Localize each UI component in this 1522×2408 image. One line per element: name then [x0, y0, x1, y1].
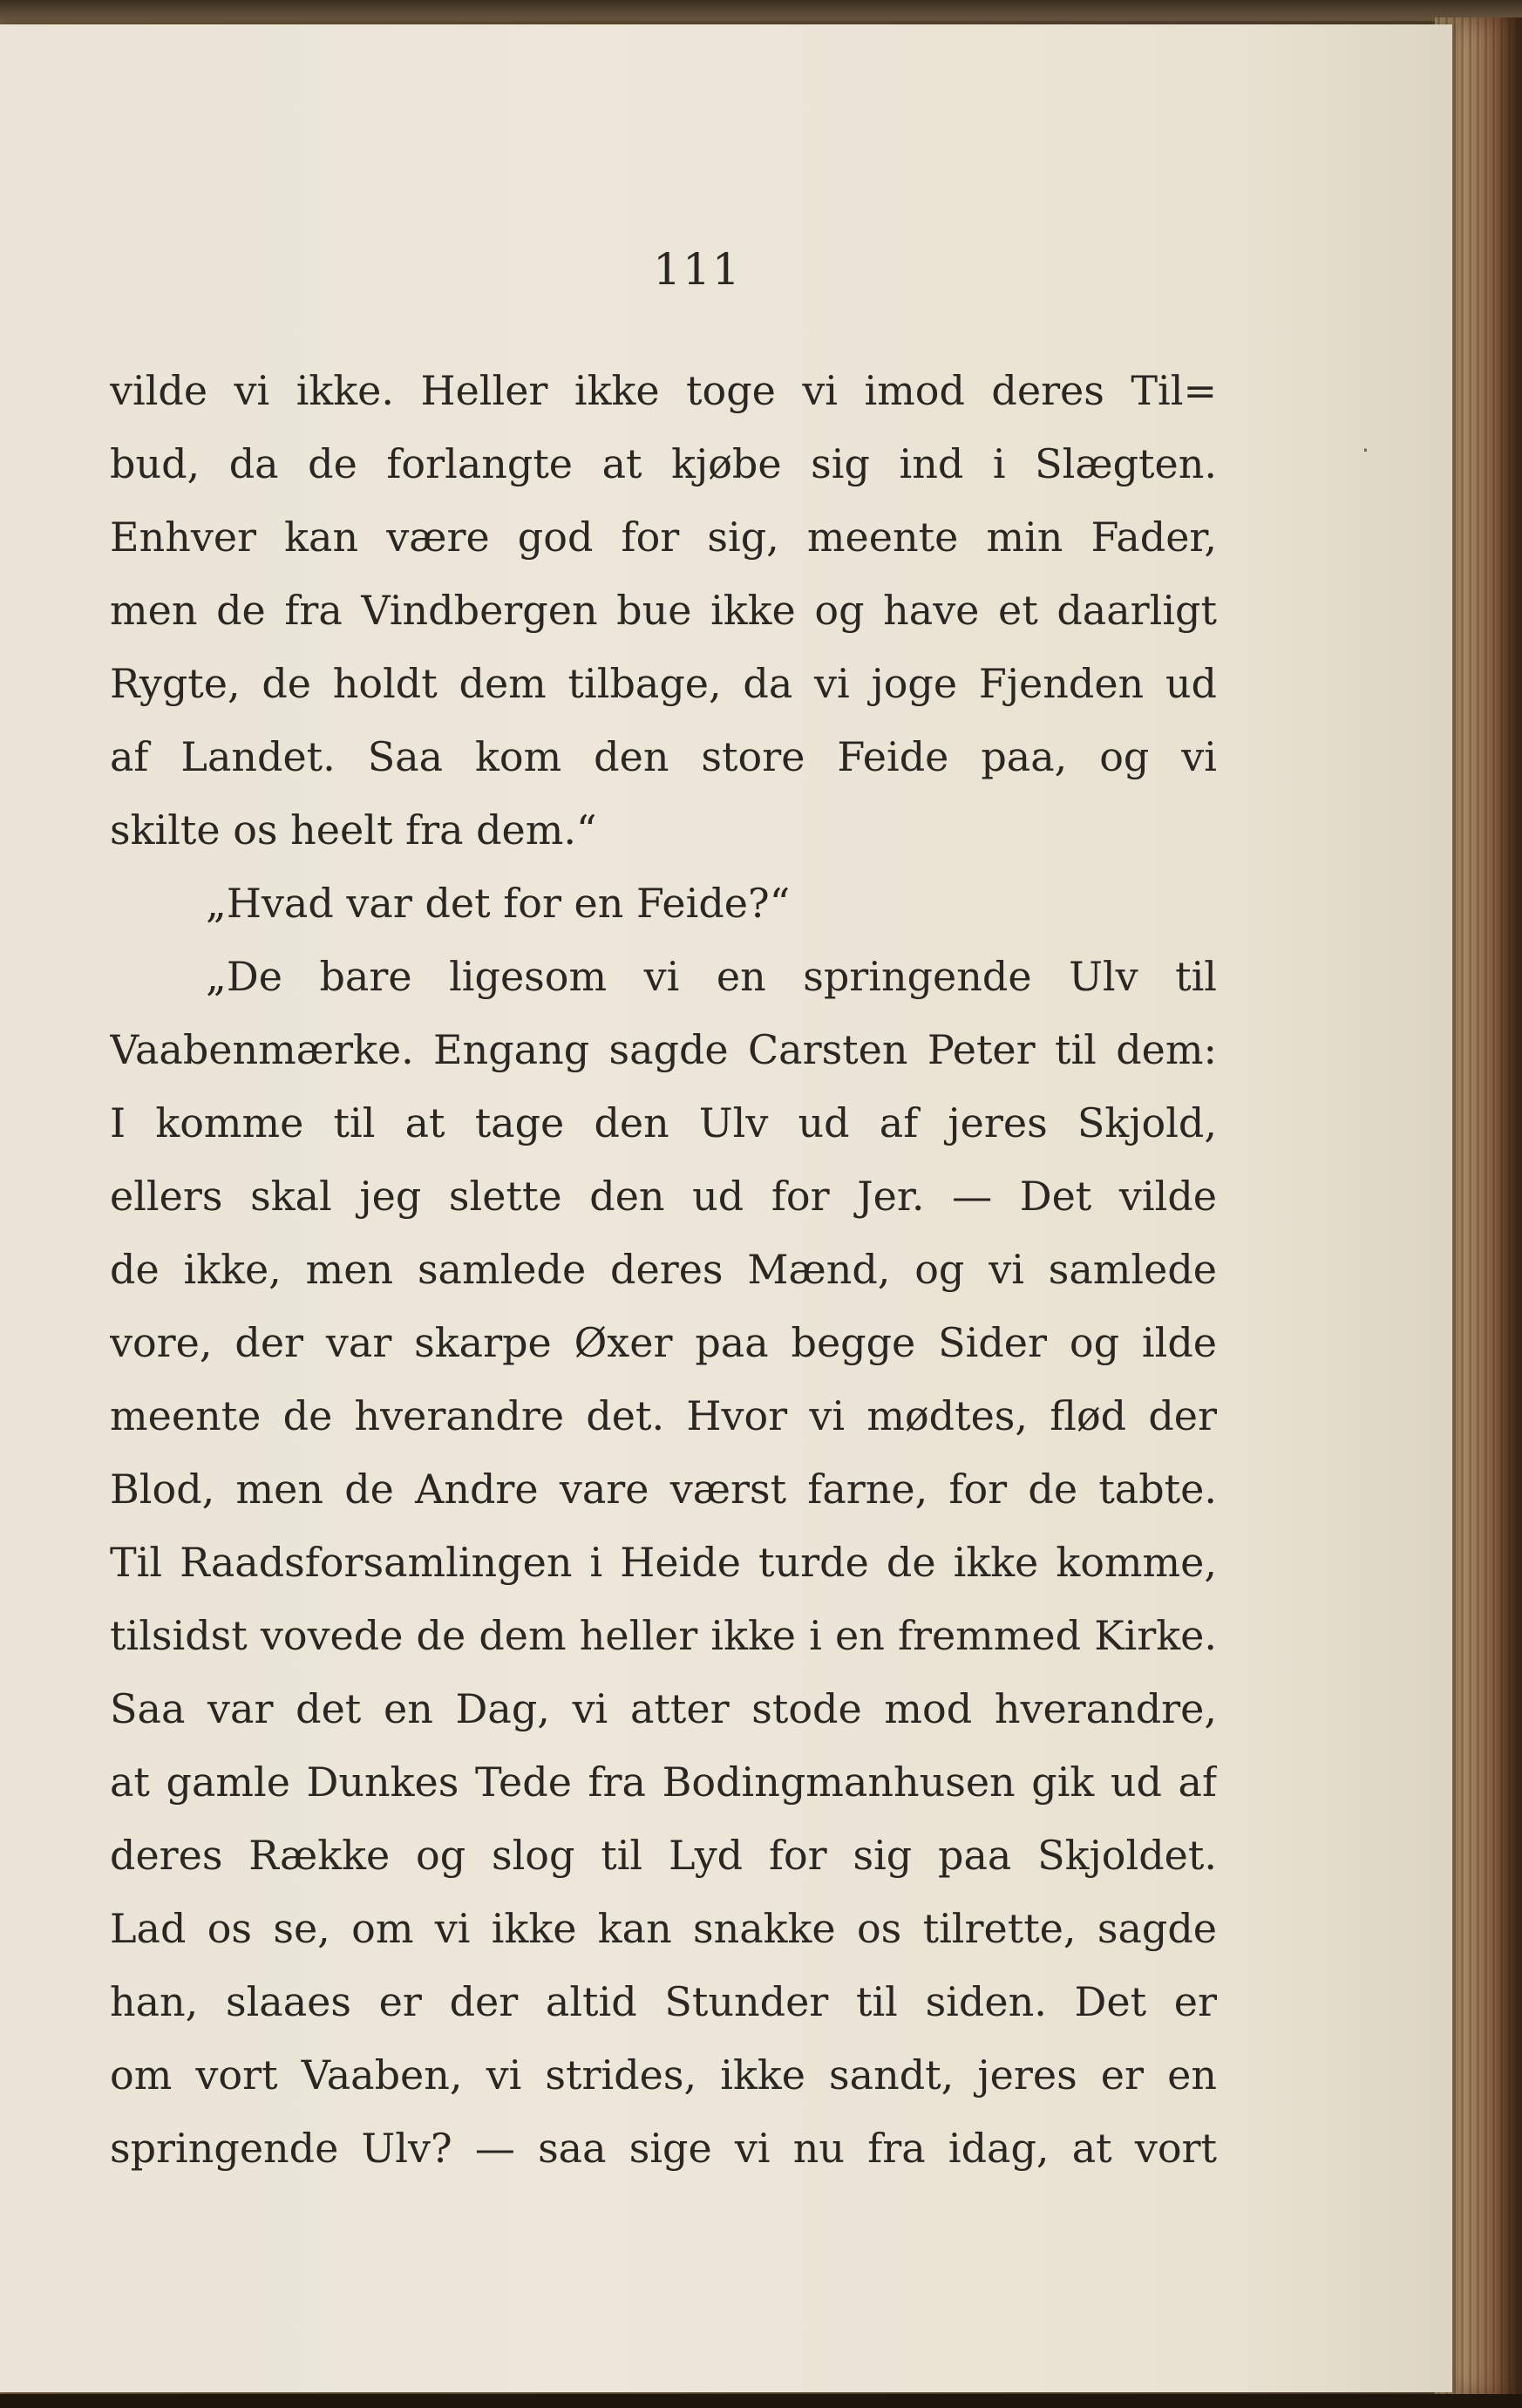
text-line: Til Raadsforsamlingen i Heide turde de ikke komme, [110, 1539, 1217, 1586]
text-line: af Landet. Saa kom den store Feide paa, og vi [110, 733, 1217, 780]
background-top [0, 0, 1522, 21]
text-line: om vort Vaaben, vi strides, ikke sandt, jeres er en [110, 2051, 1217, 2098]
text-line: tilsidst vovede de dem heller ikke i en fremmed Kirke. [110, 1612, 1217, 1659]
text-line: deres Række og slog til Lyd for sig paa Skjoldet. [110, 1832, 1217, 1879]
book-page [0, 24, 1452, 2392]
text-line: de ikke, men samlede deres Mænd, og vi samlede [110, 1246, 1217, 1293]
text-line: at gamle Dunkes Tede fra Bodingmanhusen gik ud af [110, 1758, 1217, 1806]
text-line: vore, der var skarpe Øxer paa begge Sider og ilde [110, 1319, 1217, 1366]
text-line: han, slaaes er der altid Stunder til siden. Det er [110, 1978, 1217, 2025]
text-line: ellers skal jeg slette den ud for Jer. — Det vilde [110, 1173, 1217, 1220]
body-text [110, 354, 1217, 2185]
text-line: bud, da de forlangte at kjøbe sig ind i Slægten. [110, 440, 1217, 487]
text-line: springende Ulv? — saa sige vi nu fra idag, at vort [110, 2125, 1217, 2172]
margin-speck: · [1362, 436, 1369, 465]
page-number: 111 [653, 244, 742, 295]
text-line: vilde vi ikke. Heller ikke toge vi imod deres Til= [110, 367, 1217, 414]
text-line: Enhver kan være god for sig, meente min Fader, [110, 514, 1217, 561]
text-line: „Hvad var det for en Feide?“ [206, 880, 791, 927]
text-line: Blod, men de Andre vare værst farne, for de tabte. [110, 1466, 1217, 1513]
text-line: Lad os se, om vi ikke kan snakke os tilrette, sagde [110, 1905, 1217, 1952]
text-line: skilte os heelt fra dem.“ [110, 806, 597, 854]
text-line: „De bare ligesom vi en springende Ulv til [206, 953, 1217, 1000]
text-line: Rygte, de holdt dem tilbage, da vi joge Fjenden ud [110, 660, 1217, 707]
text-line: men de fra Vindbergen bue ikke og have et daarligt [110, 587, 1217, 634]
background-bottom [0, 2394, 1522, 2408]
text-line: I komme til at tage den Ulv ud af jeres Skjold, [110, 1099, 1217, 1146]
text-line: Vaabenmærke. Engang sagde Carsten Peter til dem: [110, 1026, 1217, 1073]
text-line: meente de hverandre det. Hvor vi mødtes, flød der [110, 1392, 1217, 1439]
text-line: Saa var det en Dag, vi atter stode mod hverandre, [110, 1685, 1217, 1732]
